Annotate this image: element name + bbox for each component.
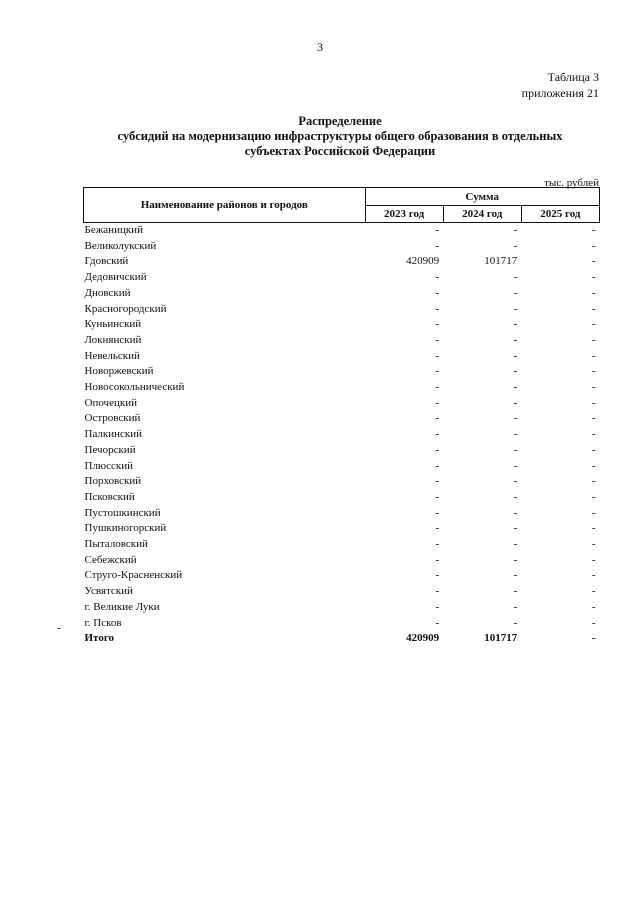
value-2024: - — [513, 475, 518, 488]
table-body — [84, 223, 600, 647]
value-2023: - — [435, 224, 440, 236]
value-2023: - — [435, 396, 440, 409]
value-2025: - — [591, 271, 596, 284]
value-2025: - — [591, 506, 596, 519]
document-subtitle-line2: субъектах Российской Федерации — [244, 144, 436, 158]
column-header-2023: 2023 год — [365, 206, 443, 223]
value-2025: - — [591, 585, 596, 598]
table-row — [84, 349, 600, 365]
district-name: Псковский — [84, 490, 135, 503]
district-name: Печорский — [84, 443, 136, 456]
value-2024: - — [513, 333, 518, 346]
total-value-2025: - — [591, 632, 596, 645]
value-2023: - — [435, 286, 440, 299]
value-2023: - — [435, 585, 440, 598]
page-number: 3 — [317, 40, 323, 54]
value-2025: - — [591, 428, 596, 441]
value-2024: - — [513, 318, 518, 331]
value-2025: - — [591, 412, 596, 425]
column-header-2024: 2024 год — [443, 206, 521, 223]
district-name: Себежский — [84, 553, 137, 566]
district-name: г. Псков — [84, 616, 122, 629]
value-2025: - — [591, 538, 596, 551]
district-name: Куньинский — [84, 318, 142, 331]
district-name: Порховский — [84, 475, 142, 488]
value-2023: - — [435, 239, 440, 252]
value-2025: - — [591, 522, 596, 535]
table-row — [84, 380, 600, 396]
district-name: Гдовский — [84, 255, 129, 268]
value-2023: - — [435, 381, 440, 394]
value-2025: - — [591, 318, 596, 331]
value-2024: - — [513, 271, 518, 284]
value-2023: - — [435, 443, 440, 456]
district-name: Опочецкий — [84, 396, 137, 409]
table-row — [84, 459, 600, 475]
value-2025: - — [591, 553, 596, 566]
value-2025: - — [591, 349, 596, 362]
value-2024: - — [513, 396, 518, 409]
value-2024: - — [513, 349, 518, 362]
district-name: Локнянский — [84, 333, 142, 346]
value-2023: - — [435, 538, 440, 551]
value-2024: - — [513, 365, 518, 378]
district-name: Невельский — [84, 349, 140, 362]
value-2024: - — [513, 553, 518, 566]
district-name: Дедовичский — [84, 271, 147, 284]
value-2023: - — [435, 506, 440, 519]
document-subtitle-line1: субсидий на модернизацию инфраструктуры общего образования в отдельных — [117, 129, 563, 143]
value-2025: - — [591, 600, 596, 613]
table-row — [84, 521, 600, 537]
document-title: Распределение — [298, 114, 382, 128]
district-name: Новоржевский — [84, 365, 154, 378]
subsidy-table — [83, 187, 600, 647]
value-2025: - — [591, 255, 596, 268]
district-name: Плюсский — [84, 459, 134, 472]
value-2023: - — [435, 302, 440, 315]
value-2023: - — [435, 569, 440, 582]
table-row — [84, 490, 600, 506]
value-2023: - — [435, 522, 440, 535]
value-2024: - — [513, 428, 518, 441]
district-name: Струго-Красненский — [84, 569, 183, 582]
value-2023: - — [435, 553, 440, 566]
value-2025: - — [591, 302, 596, 315]
value-2024: - — [513, 490, 518, 503]
value-2023: - — [435, 490, 440, 503]
column-header-name: Наименование районов и городов — [84, 188, 366, 223]
value-2024: - — [513, 302, 518, 315]
table-row — [84, 600, 600, 616]
value-2024: - — [513, 412, 518, 425]
margin-mark: - — [57, 622, 61, 634]
total-value-2024: 101717 — [484, 632, 518, 645]
value-2025: - — [591, 475, 596, 488]
value-2025: - — [591, 365, 596, 378]
value-2023: - — [435, 600, 440, 613]
table-row — [84, 506, 600, 522]
district-name: Палкинский — [84, 428, 143, 441]
table-row — [84, 254, 600, 270]
district-name: Островский — [84, 412, 141, 425]
value-2024: - — [513, 459, 518, 472]
value-2024: - — [513, 381, 518, 394]
table-row — [84, 364, 600, 380]
value-2024: - — [513, 239, 518, 252]
total-row — [84, 631, 600, 647]
total-label: Итого — [84, 632, 115, 645]
value-2025: - — [591, 396, 596, 409]
value-2023: - — [435, 349, 440, 362]
value-2023: - — [435, 365, 440, 378]
value-2024: - — [513, 443, 518, 456]
table-row — [84, 333, 600, 349]
table-row — [84, 616, 600, 632]
table-row — [84, 443, 600, 459]
value-2025: - — [591, 616, 596, 629]
column-header-sum: Сумма — [365, 188, 599, 206]
table-row — [84, 302, 600, 318]
appendix-reference: приложения 21 — [521, 86, 599, 100]
district-name: Бежаницкий — [84, 224, 143, 236]
value-2025: - — [591, 333, 596, 346]
value-2024: - — [513, 616, 518, 629]
value-2025: - — [591, 224, 596, 236]
value-2024: 101717 — [484, 255, 518, 268]
value-2024: - — [513, 569, 518, 582]
district-name: Пушкиногорский — [84, 522, 167, 535]
value-2025: - — [591, 569, 596, 582]
district-name: Великолукский — [84, 239, 157, 252]
value-2023: - — [435, 428, 440, 441]
table-row — [84, 411, 600, 427]
value-2024: - — [513, 538, 518, 551]
district-name: Красногородский — [84, 302, 167, 315]
district-name: Дновский — [84, 286, 131, 299]
district-name: Пустошкинский — [84, 506, 161, 519]
table-row — [84, 553, 600, 569]
district-name: Новосокольнический — [84, 381, 185, 394]
units-label: тыс. рублей — [544, 177, 599, 189]
value-2025: - — [591, 443, 596, 456]
value-2025: - — [591, 239, 596, 252]
table-row — [84, 568, 600, 584]
value-2024: - — [513, 224, 518, 236]
value-2024: - — [513, 522, 518, 535]
value-2025: - — [591, 459, 596, 472]
table-row — [84, 270, 600, 286]
district-name: Пыталовский — [84, 538, 148, 551]
table-row — [84, 584, 600, 600]
value-2023: - — [435, 318, 440, 331]
value-2025: - — [591, 286, 596, 299]
table-row — [84, 427, 600, 443]
table-row — [84, 239, 600, 255]
district-name: Усвятский — [84, 585, 133, 598]
table-row — [84, 396, 600, 412]
district-name: г. Великие Луки — [84, 600, 160, 613]
value-2023: 420909 — [406, 255, 440, 268]
value-2023: - — [435, 412, 440, 425]
value-2025: - — [591, 381, 596, 394]
value-2023: - — [435, 475, 440, 488]
table-row — [84, 474, 600, 490]
value-2023: - — [435, 616, 440, 629]
value-2023: - — [435, 459, 440, 472]
value-2025: - — [591, 490, 596, 503]
table-row — [84, 317, 600, 333]
value-2024: - — [513, 585, 518, 598]
total-value-2023: 420909 — [406, 632, 440, 645]
table-reference: Таблица 3 — [547, 70, 599, 84]
value-2024: - — [513, 506, 518, 519]
value-2024: - — [513, 600, 518, 613]
column-header-2025: 2025 год — [521, 206, 599, 223]
value-2024: - — [513, 286, 518, 299]
table-row — [84, 286, 600, 302]
table-row — [84, 223, 600, 239]
value-2023: - — [435, 333, 440, 346]
value-2023: - — [435, 271, 440, 284]
table-row — [84, 537, 600, 553]
